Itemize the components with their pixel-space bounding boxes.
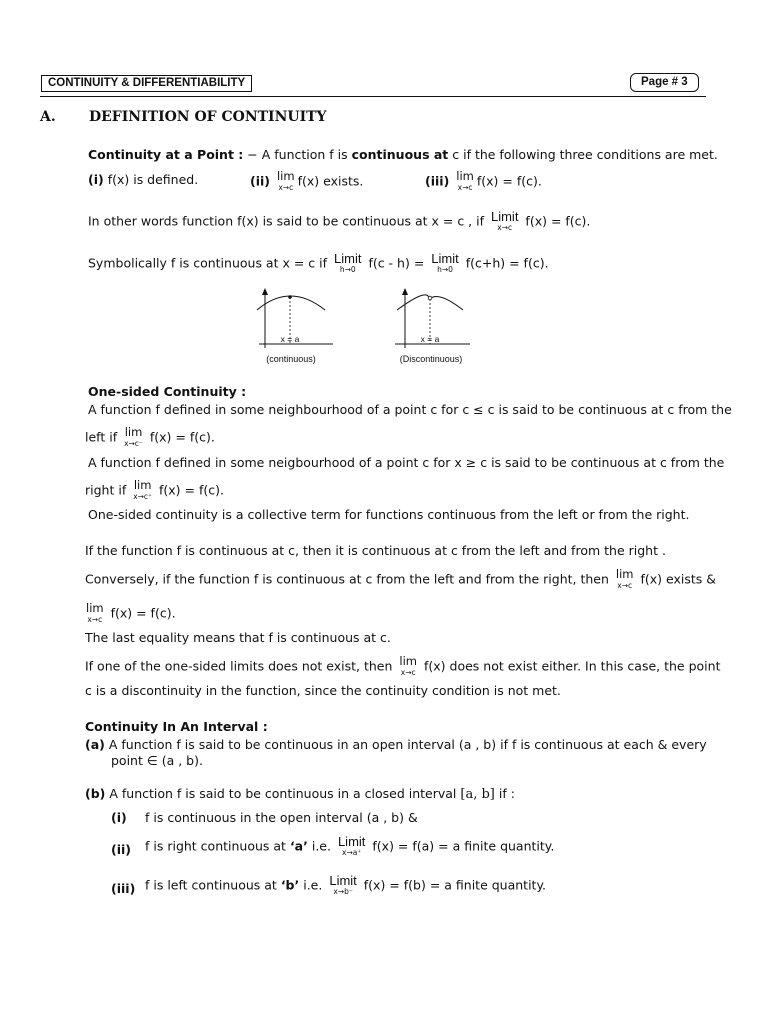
axis-label: x = a (280, 334, 300, 344)
lim-word: Limit (329, 873, 357, 888)
continuity-point-label: Continuity at a Point : (88, 147, 244, 162)
condition-i (88, 172, 198, 187)
limit-notation (277, 171, 295, 191)
lim-word: Limit (490, 209, 519, 224)
one-sided-p3: One-sided continuity is a collective term for functions continuous from the left or from the right. (88, 507, 690, 522)
lim-sub: x→c⁺ (133, 491, 153, 501)
one-sided-p1: A function f defined in some neighbourhood of a point c for c ≤ c is said to be continuous at c from the (88, 402, 732, 417)
graph-caption: (continuous) (266, 354, 316, 364)
condition-iii (425, 169, 542, 192)
heading-text: Continuity In An Interval : (85, 719, 268, 734)
limit-notation (133, 480, 152, 500)
sub-item-i-label (111, 810, 127, 825)
interval-a-line2: point ∈ (a , b). (111, 753, 203, 768)
text: c if the following three conditions are met. (448, 147, 718, 162)
text: If one of the one-sided limits does not exist, then (85, 658, 393, 674)
interval-b (85, 786, 515, 802)
item-label: (a) (85, 737, 105, 752)
bold-term: continuous at (351, 147, 449, 162)
if-line-6: c is a discontinuity in the function, since the continuity condition is not met. (85, 683, 561, 698)
lim-sub: h→0 (437, 265, 453, 274)
text: − A function f is (243, 147, 352, 162)
lim-sub: x→c (457, 182, 473, 192)
item-label: (iii) (111, 881, 136, 896)
lim-word: lim (276, 169, 295, 183)
graph-caption: (Discontinuous) (399, 354, 463, 364)
other-words-line (88, 211, 590, 233)
sub-item-iii-label (111, 881, 135, 896)
text: f(x) = f(a) = a finite quantity. (372, 838, 555, 854)
page-number: Page # 3 (630, 73, 699, 92)
one-sided-p1-line2 (85, 425, 215, 448)
lim-word: lim (86, 601, 104, 615)
limit-notation (456, 171, 474, 191)
lim-word: Limit (431, 251, 459, 266)
lim-sub: x→c⁻ (124, 438, 143, 448)
lim-sub: x→c (278, 182, 294, 192)
text: if : (494, 786, 515, 801)
continuity-point-paragraph (88, 147, 718, 162)
text: f is left continuous at (145, 877, 281, 893)
limit-notation (399, 656, 417, 676)
interval-a (85, 737, 707, 752)
chapter-title: CONTINUITY & DIFFERENTIABILITY (41, 75, 252, 92)
text: i.e. (299, 877, 323, 893)
text: f(c+h) = f(c). (465, 255, 549, 271)
text: A function f is said to be continuous in a closed interval (105, 786, 457, 801)
condition-label: (i) (88, 172, 104, 187)
symbolic-line (88, 253, 549, 275)
item-label: (i) (111, 810, 127, 825)
text: f(x) = f(c). (525, 213, 591, 229)
one-sided-p2: A function f defined in some neigbourhood of a point c for x ≥ c is said to be continuous at c from the (88, 455, 725, 470)
heading-text: One-sided Continuity : (88, 384, 247, 399)
text: Conversely, if the function f is continuous at c from the left and from the right, then (85, 571, 609, 587)
condition-text: f(x) exists. (297, 173, 364, 189)
point (288, 295, 292, 299)
arrow-up-icon (402, 288, 408, 295)
text: right if (85, 482, 127, 498)
limit-notation (329, 874, 356, 896)
one-sided-p2-line2 (85, 478, 224, 501)
sub-item-i: f is continuous in the open interval (a , b) & (145, 810, 418, 825)
lim-word: lim (124, 425, 143, 439)
if-line-3 (83, 601, 176, 624)
lim-sub: x→a⁺ (342, 848, 362, 857)
lim-word: lim (456, 169, 474, 183)
sub-item-ii (145, 836, 554, 858)
interval-title (85, 719, 268, 734)
lim-word: Limit (337, 834, 366, 849)
text: left if (85, 429, 118, 445)
lim-word: lim (399, 654, 417, 668)
lim-sub: x→c (400, 667, 416, 677)
bold-term: ‘b’ (280, 877, 300, 893)
text: i.e. (307, 838, 331, 854)
closed-interval: [a, b] (460, 787, 495, 802)
curve-left (397, 295, 429, 310)
lim-word: Limit (334, 251, 362, 266)
lim-sub: x→c (497, 223, 513, 232)
condition-label: (ii) (250, 173, 270, 189)
one-sided-title (88, 384, 246, 399)
item-label: (b) (85, 786, 106, 801)
condition-ii (250, 169, 364, 192)
text: f(x) = f(b) = a finite quantity. (363, 877, 547, 893)
limit-notation (431, 252, 458, 274)
graph-continuous (257, 288, 333, 364)
condition-text: f(x) = f(c). (476, 173, 542, 189)
item-label: (ii) (111, 842, 131, 857)
text: In other words function f(x) is said to be continuous at x = c , if (88, 213, 484, 229)
limit-notation (124, 427, 143, 447)
section-title: DEFINITION OF CONTINUITY (89, 109, 327, 125)
continuity-graphs (245, 282, 485, 370)
graph-discontinuous (395, 288, 470, 364)
curve-right (431, 297, 463, 311)
text: f(x) = f(c). (110, 605, 176, 621)
if-line-1: If the function f is continuous at c, then it is continuous at c from the left and from the right . (85, 543, 666, 558)
limit-notation (338, 835, 365, 857)
limit-notation (334, 252, 361, 274)
lim-sub: x→b⁻ (333, 887, 353, 896)
sub-item-ii-label (111, 842, 131, 857)
limit-notation (616, 569, 634, 589)
open-point (428, 296, 432, 300)
section-letter: A. (40, 109, 56, 125)
text: f(c - h) = (368, 255, 425, 271)
text: f is right continuous at (145, 838, 290, 854)
text: f(x) = f(c). (159, 482, 224, 498)
if-line-2 (85, 567, 716, 590)
lim-sub: h→0 (339, 265, 356, 274)
header-rule (40, 96, 706, 97)
condition-label: (iii) (425, 173, 450, 189)
lim-sub: x→c (617, 580, 633, 590)
condition-text: f(x) is defined. (103, 172, 199, 187)
arrow-up-icon (262, 288, 268, 295)
lim-word: lim (133, 478, 152, 492)
text: f(x) = f(c). (149, 429, 215, 445)
limit-notation (491, 210, 518, 232)
sub-item-iii (145, 875, 546, 897)
limit-notation (86, 603, 104, 623)
axis-label: x = a (420, 334, 440, 344)
text: A function f is said to be continuous in an open interval (a , b) if f is continuous at each & every (104, 737, 707, 752)
lim-sub: x→c (87, 614, 103, 624)
text: f(x) does not exist either. In this case, the point (423, 658, 721, 674)
bold-term: ‘a’ (289, 838, 308, 854)
if-line-5 (85, 654, 721, 677)
text: f(x) exists & (640, 571, 716, 587)
if-line-4: The last equality means that f is continuous at c. (85, 630, 391, 645)
text: Symbolically f is continuous at x = c if (88, 255, 328, 271)
lim-word: lim (615, 567, 634, 581)
